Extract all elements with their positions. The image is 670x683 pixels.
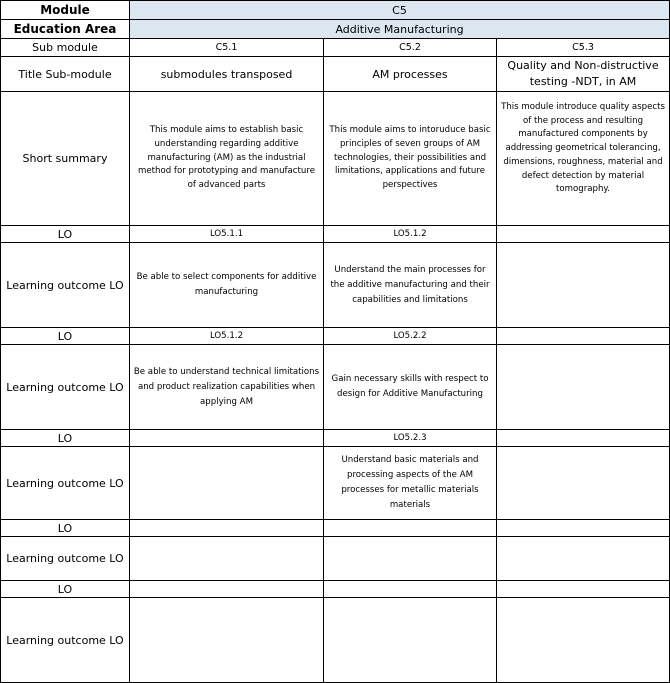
learning-outcome: Be able to select components for additive manufacturing bbox=[130, 243, 324, 328]
lo-code: LO5.1.2 bbox=[324, 226, 497, 243]
lo-code: LO5.1.1 bbox=[130, 226, 324, 243]
learning-outcome-label: Learning outcome LO bbox=[1, 598, 130, 683]
lo-label: LO bbox=[1, 430, 130, 447]
sub-module-title: Quality and Non-distructive testing -NDT, in AM bbox=[497, 57, 670, 92]
lo-label: LO bbox=[1, 226, 130, 243]
lo-code bbox=[497, 581, 670, 598]
education-area-value: Additive Manufacturing bbox=[130, 20, 670, 39]
learning-outcome bbox=[324, 537, 497, 581]
learning-outcome bbox=[130, 537, 324, 581]
learning-outcome bbox=[497, 447, 670, 520]
lo-code: LO5.1.2 bbox=[130, 328, 324, 345]
module-value: C5 bbox=[130, 1, 670, 20]
education-area-label: Education Area bbox=[1, 20, 130, 39]
lo-code bbox=[497, 226, 670, 243]
lo-code bbox=[324, 520, 497, 537]
sub-module-label: Sub module bbox=[1, 39, 130, 57]
lo-code bbox=[324, 581, 497, 598]
short-summary: This module aims to intoruduce basic principles of seven groups of AM technologies, their possibilities and limitations, applications and future perspectives bbox=[324, 92, 497, 226]
title-sub-module-label: Title Sub-module bbox=[1, 57, 130, 92]
learning-outcome bbox=[497, 537, 670, 581]
learning-outcome bbox=[130, 447, 324, 520]
learning-outcome-label: Learning outcome LO bbox=[1, 243, 130, 328]
module-label: Module bbox=[1, 1, 130, 20]
lo-code: LO5.2.2 bbox=[324, 328, 497, 345]
sub-module-title: submodules transposed bbox=[130, 57, 324, 92]
lo-code bbox=[497, 328, 670, 345]
lo-code bbox=[497, 520, 670, 537]
learning-outcome bbox=[324, 598, 497, 683]
lo-label: LO bbox=[1, 581, 130, 598]
sub-module-code: C5.1 bbox=[130, 39, 324, 57]
learning-outcome bbox=[497, 598, 670, 683]
learning-outcome: Be able to understand technical limitations and product realization capabilities when applying AM bbox=[130, 345, 324, 430]
lo-label: LO bbox=[1, 520, 130, 537]
learning-outcome: Understand the main processes for the additive manufacturing and their capabilities and limitations bbox=[324, 243, 497, 328]
sub-module-code: C5.3 bbox=[497, 39, 670, 57]
lo-code bbox=[130, 430, 324, 447]
learning-outcome-label: Learning outcome LO bbox=[1, 537, 130, 581]
learning-outcome-label: Learning outcome LO bbox=[1, 345, 130, 430]
short-summary: This module introduce quality aspects of the process and resulting manufactured components by addressing geometrical tolerancing, dimensions, roughness, material and defect detection by material tomography. bbox=[497, 92, 670, 226]
lo-code bbox=[497, 430, 670, 447]
sub-module-code: C5.2 bbox=[324, 39, 497, 57]
lo-code bbox=[130, 581, 324, 598]
lo-code: LO5.2.3 bbox=[324, 430, 497, 447]
learning-outcome: Gain necessary skills with respect to design for Additive Manufacturing bbox=[324, 345, 497, 430]
learning-outcome: Understand basic materials and processing aspects of the AM processes for metallic materials materials bbox=[324, 447, 497, 520]
learning-outcome bbox=[130, 598, 324, 683]
learning-outcome-label: Learning outcome LO bbox=[1, 447, 130, 520]
lo-code bbox=[130, 520, 324, 537]
lo-label: LO bbox=[1, 328, 130, 345]
learning-outcome bbox=[497, 345, 670, 430]
sub-module-title: AM processes bbox=[324, 57, 497, 92]
learning-outcome bbox=[497, 243, 670, 328]
short-summary: This module aims to establish basic understanding regarding additive manufacturing (AM) as the industrial method for prototyping and manufacture of advanced parts bbox=[130, 92, 324, 226]
short-summary-label: Short summary bbox=[1, 92, 130, 226]
